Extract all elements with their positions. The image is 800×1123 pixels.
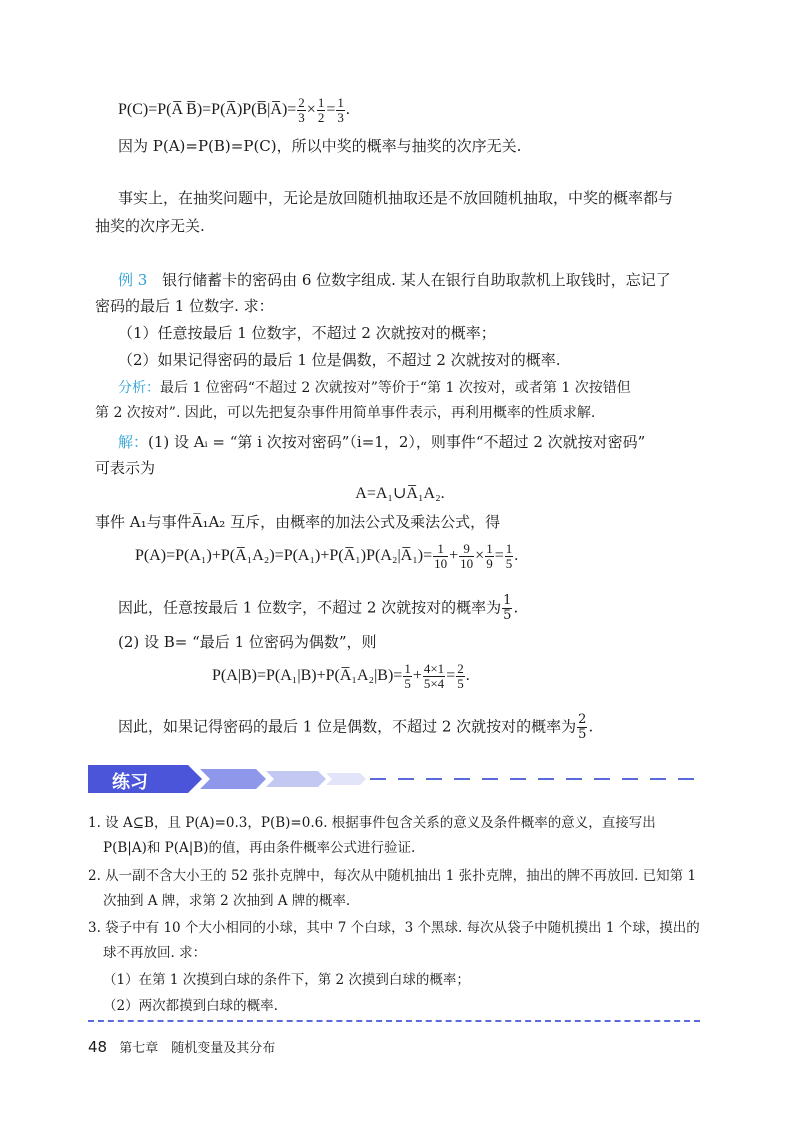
fraction: $\frac{1}{5}$ (404, 661, 411, 691)
analysis-line-2: 第 2 次按对”. 因此，可以先把复杂事件用简单事件表示，再利用概率的性质求解. (95, 405, 596, 421)
practice-3b: 球不再放回. 求： (103, 945, 207, 961)
practice-title: 练习 (112, 772, 148, 793)
equation-pab: P(A|B)=P(A₁|B)+P(A̅₁A₂|B)= $\frac{1}{5}$ + $\frac{4\times 1}{5\times 4}$ = $\frac{2}{5}$ . (212, 661, 470, 691)
fraction: $\frac{1}{2}$ (317, 95, 325, 125)
fraction: $\frac{1}{5}$ (503, 593, 512, 623)
solution-label: 解： (118, 433, 149, 451)
footer-divider (88, 1020, 700, 1022)
analysis-line-1: 分析：最后 1 位密码“不超过 2 次就按对”等价于“第 1 次按对，或者第 1 次按错但 (118, 380, 631, 396)
page-number: 48 (88, 1038, 108, 1056)
practice-2b: 次抽到 A 牌，求第 2 次抽到 A 牌的概率. (103, 893, 351, 909)
fraction: $\frac{2}{5}$ (578, 712, 587, 742)
solution-line-1: 解：(1) 设 Aᵢ = “第 i 次按对密码”（i=1，2），则事件“不超过 2 次就按对密码” (118, 433, 646, 451)
solution-line-2: 可表示为 (95, 459, 156, 477)
practice-2a: 2. 从一副不含大小王的 52 张扑克牌中，每次从中随机抽出 1 张扑克牌，抽出的牌不再放回. 已知第 1 (88, 868, 697, 884)
solution-line-3: 事件 A₁与事件A̅₁A₂ 互斥，由概率的加法公式及乘法公式，得 (95, 513, 501, 531)
analysis-label: 分析： (118, 380, 160, 396)
fraction: $\frac{9}{10}$ (460, 541, 474, 571)
fraction: $\frac{1}{9}$ (486, 541, 493, 571)
equation-a: A=A₁∪A̅₁A₂. (355, 485, 445, 502)
fact-line-1: 事实上，在抽奖问题中，无论是放回随机抽取还是不放回随机抽取，中奖的概率都与 (118, 189, 674, 207)
practice-1a: 1. 设 A⊆B，且 P(A)=0.3，P(B)=0.6. 根据事件包含关系的意义及条件概率的意义，直接写出 (88, 815, 656, 831)
fraction: $\frac{1}{5}$ (505, 541, 513, 571)
fraction: $\frac{1}{10}$ (434, 541, 448, 571)
page-footer (88, 1037, 275, 1056)
banner-graphic (88, 765, 698, 793)
fraction: $\frac{2}{5}$ (457, 661, 464, 691)
part-2: (2) 设 B= “最后 1 位密码为偶数”，则 (118, 633, 377, 651)
fraction: $\frac{2}{3}$ (298, 95, 305, 125)
fact-line-2: 抽奖的次序无关. (95, 217, 205, 235)
fraction: $\frac{1}{3}$ (337, 95, 344, 125)
therefore-2: 因此，如果记得密码的最后 1 位是偶数，不超过 2 次就按对的概率为 $\frac{2}{5}$ . (118, 712, 594, 742)
fraction: $\frac{4\times 1}{5\times 4}$ (423, 661, 445, 691)
chapter-title: 第七章 随机变量及其分布 (119, 1041, 276, 1056)
equation-pa: P(A)=P(A₁)+P(A̅₁A₂)=P(A₁)+P(A̅₁)P(A₂|A̅₁)= $\frac{1}{10}$ + $\frac{9}{10}$ × $\frac{1}{9}$ = $\frac{1}{5}$ . (135, 541, 519, 571)
practice-1b: P(B|A)和 P(A|B)的值，再由条件概率公式进行验证. (103, 840, 416, 856)
practice-3a: 3. 袋子中有 10 个大小相同的小球，其中 7 个白球，3 个黑球. 每次从袋子中随机摸出 1 个球，摸出的 (88, 920, 700, 936)
therefore-1: 因此，任意按最后 1 位数字，不超过 2 次就按对的概率为 $\frac{1}{5}$ . (118, 593, 519, 623)
example-stem-1: 例 3 银行储蓄卡的密码由 6 位数字组成. 某人在银行自助取款机上取钱时，忘记了 (118, 271, 671, 289)
example-stem-2: 密码的最后 1 位数字. 求： (95, 297, 274, 315)
example-label: 例 3 (118, 271, 148, 289)
because-text: 因为 P(A)=P(B)=P(C)，所以中奖的概率与抽奖的次序无关. (118, 137, 522, 155)
practice-3-q1: （1）在第 1 次摸到白球的条件下，第 2 次摸到白球的概率； (103, 972, 470, 988)
practice-banner (88, 765, 698, 793)
practice-3-q2: （2）两次都摸到白球的概率. (103, 998, 278, 1014)
formula-pc: P(C)=P(A̅ B̅)=P(A̅)P(B̅|A̅)= $\frac{2}{3}$ × $\frac{1}{2}$ = $\frac{1}{3}$ . (118, 95, 350, 125)
question-2: （2）如果记得密码的最后 1 位是偶数，不超过 2 次就按对的概率. (118, 351, 561, 369)
question-1: （1）任意按最后 1 位数字，不超过 2 次就按对的概率； (118, 324, 496, 342)
